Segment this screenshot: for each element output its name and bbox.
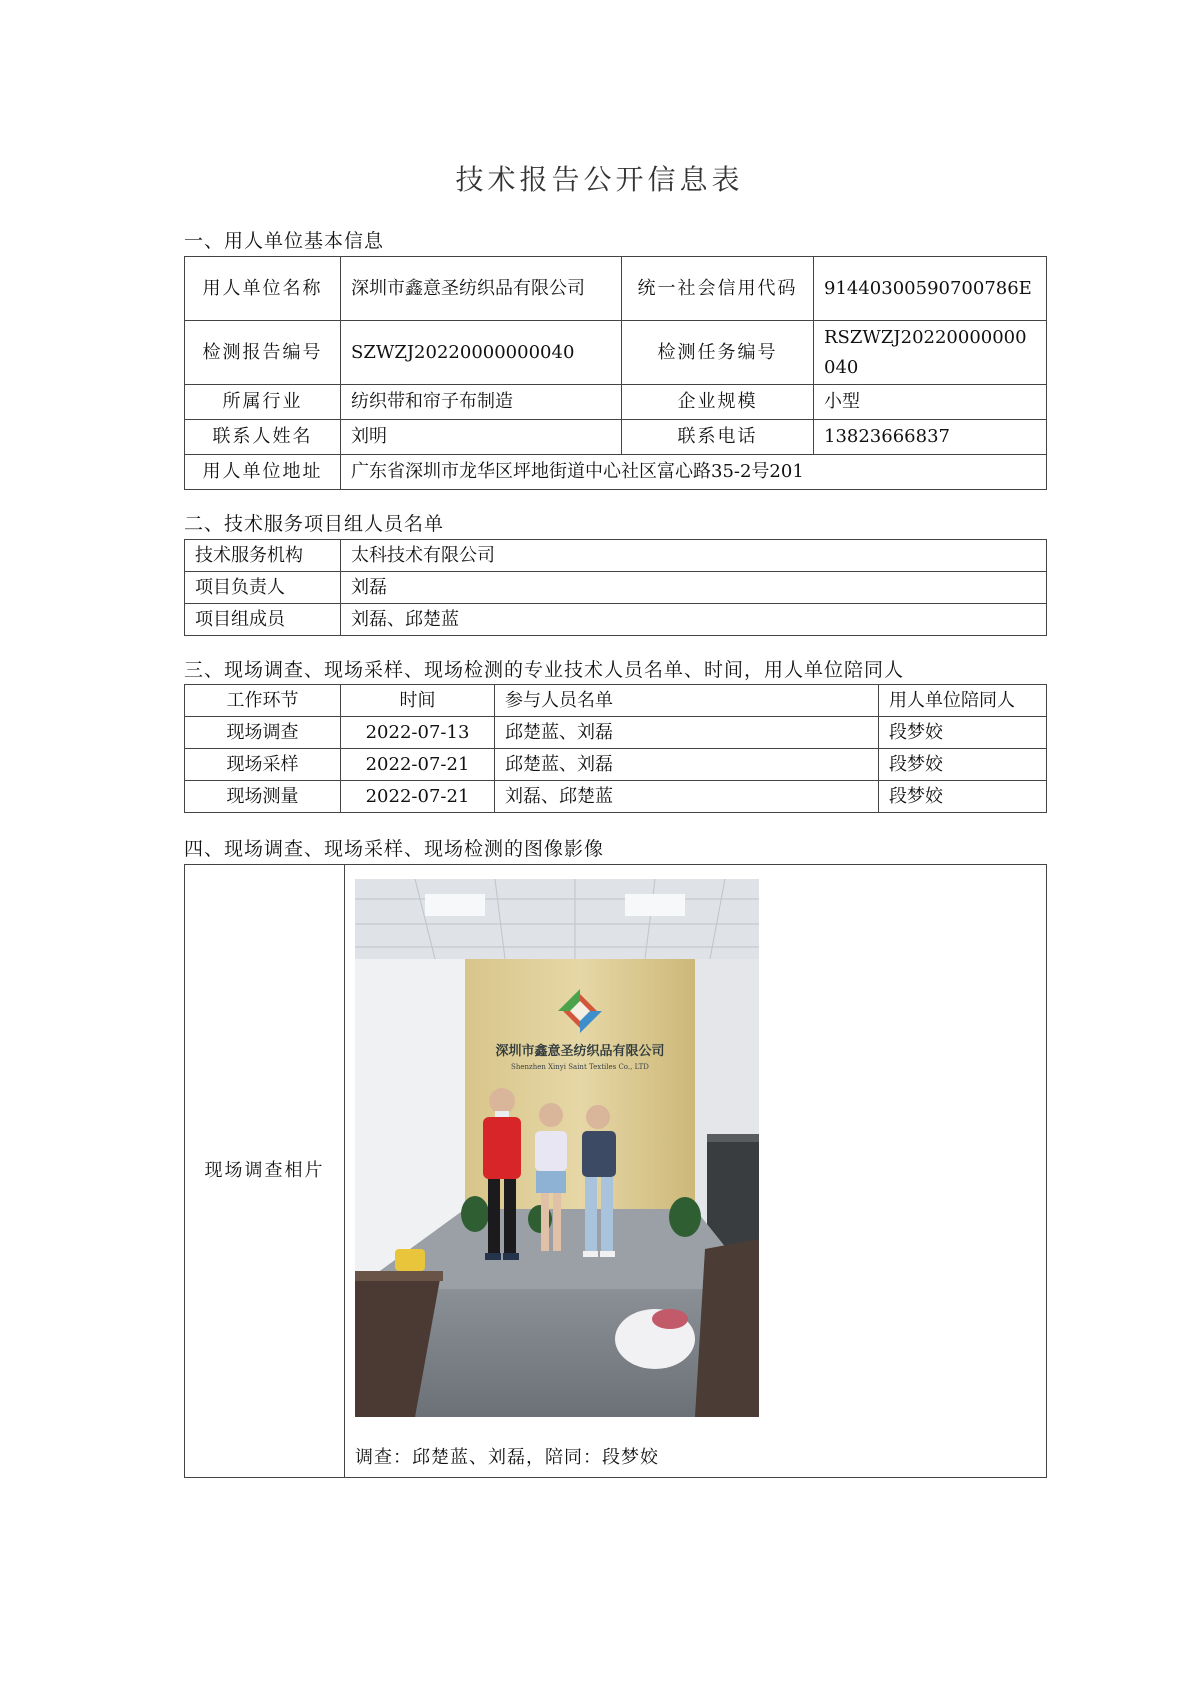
section4-heading: 四、现场调查、现场采样、现场检测的图像影像 (184, 838, 605, 860)
row-companion: 段梦姣 (879, 717, 1047, 749)
table-row (185, 781, 1047, 813)
project-team-table (184, 539, 1047, 636)
row-participants: 邱楚蓝、刘磊 (495, 749, 879, 781)
credit-code-value: 91440300590700786E (814, 257, 1047, 321)
header-time: 时间 (341, 685, 495, 717)
table-row (185, 749, 1047, 781)
header-participants: 参与人员名单 (495, 685, 879, 717)
address-label: 用人单位地址 (185, 455, 341, 490)
photo-content-cell (345, 865, 1047, 1478)
header-companion: 用人单位陪同人 (879, 685, 1047, 717)
task-no-label: 检测任务编号 (622, 321, 814, 385)
photo-caption: 调查：邱楚蓝、刘磊，陪同：段梦姣 (355, 1447, 659, 1468)
credit-code-label: 统一社会信用代码 (622, 257, 814, 321)
leader-label: 项目负责人 (185, 572, 341, 604)
scale-value: 小型 (814, 385, 1047, 420)
row-time: 2022-07-13 (341, 717, 495, 749)
phone-label: 联系电话 (622, 420, 814, 455)
contact-value: 刘明 (341, 420, 622, 455)
unit-name-value: 深圳市鑫意圣纺织品有限公司 (341, 257, 622, 321)
document-title: 技术报告公开信息表 (455, 163, 744, 196)
row-companion: 段梦姣 (879, 749, 1047, 781)
report-no-value: SZWZJ20220000000040 (341, 321, 622, 385)
section2-heading: 二、技术服务项目组人员名单 (184, 513, 445, 535)
row-stage: 现场测量 (185, 781, 341, 813)
task-no-value: RSZWZJ20220000000040 (814, 321, 1047, 385)
row-time: 2022-07-21 (341, 749, 495, 781)
header-stage: 工作环节 (185, 685, 341, 717)
site-survey-photo (355, 879, 759, 1417)
sign-text-cn: 深圳市鑫意圣纺织品有限公司 (495, 1044, 665, 1059)
org-label: 技术服务机构 (185, 540, 341, 572)
photo-table (184, 864, 1047, 1478)
section1-heading: 一、用人单位基本信息 (184, 230, 385, 252)
members-value: 刘磊、邱楚蓝 (341, 604, 1047, 636)
report-no-label: 检测报告编号 (185, 321, 341, 385)
leader-value: 刘磊 (341, 572, 1047, 604)
unit-name-label: 用人单位名称 (185, 257, 341, 321)
photo-label-cell (185, 865, 345, 1478)
scale-label: 企业规模 (622, 385, 814, 420)
members-label: 项目组成员 (185, 604, 341, 636)
contact-label: 联系人姓名 (185, 420, 341, 455)
row-companion: 段梦姣 (879, 781, 1047, 813)
address-value: 广东省深圳市龙华区坪地街道中心社区富心路35-2号201 (341, 455, 1047, 490)
table-row (185, 717, 1047, 749)
sign-text-en: Shenzhen Xinyi Saint Textiles Co., LTD (511, 1063, 649, 1071)
basic-info-table (184, 256, 1047, 490)
row-stage: 现场采样 (185, 749, 341, 781)
phone-value: 13823666837 (814, 420, 1047, 455)
row-participants: 刘磊、邱楚蓝 (495, 781, 879, 813)
section3-heading: 三、现场调查、现场采样、现场检测的专业技术人员名单、时间，用人单位陪同人 (184, 659, 905, 681)
photo-label: 现场调查相片 (204, 1160, 325, 1181)
industry-label: 所属行业 (185, 385, 341, 420)
org-value: 太科技术有限公司 (341, 540, 1047, 572)
industry-value: 纺织带和帘子布制造 (341, 385, 622, 420)
field-work-table (184, 684, 1047, 813)
row-time: 2022-07-21 (341, 781, 495, 813)
row-stage: 现场调查 (185, 717, 341, 749)
row-participants: 邱楚蓝、刘磊 (495, 717, 879, 749)
